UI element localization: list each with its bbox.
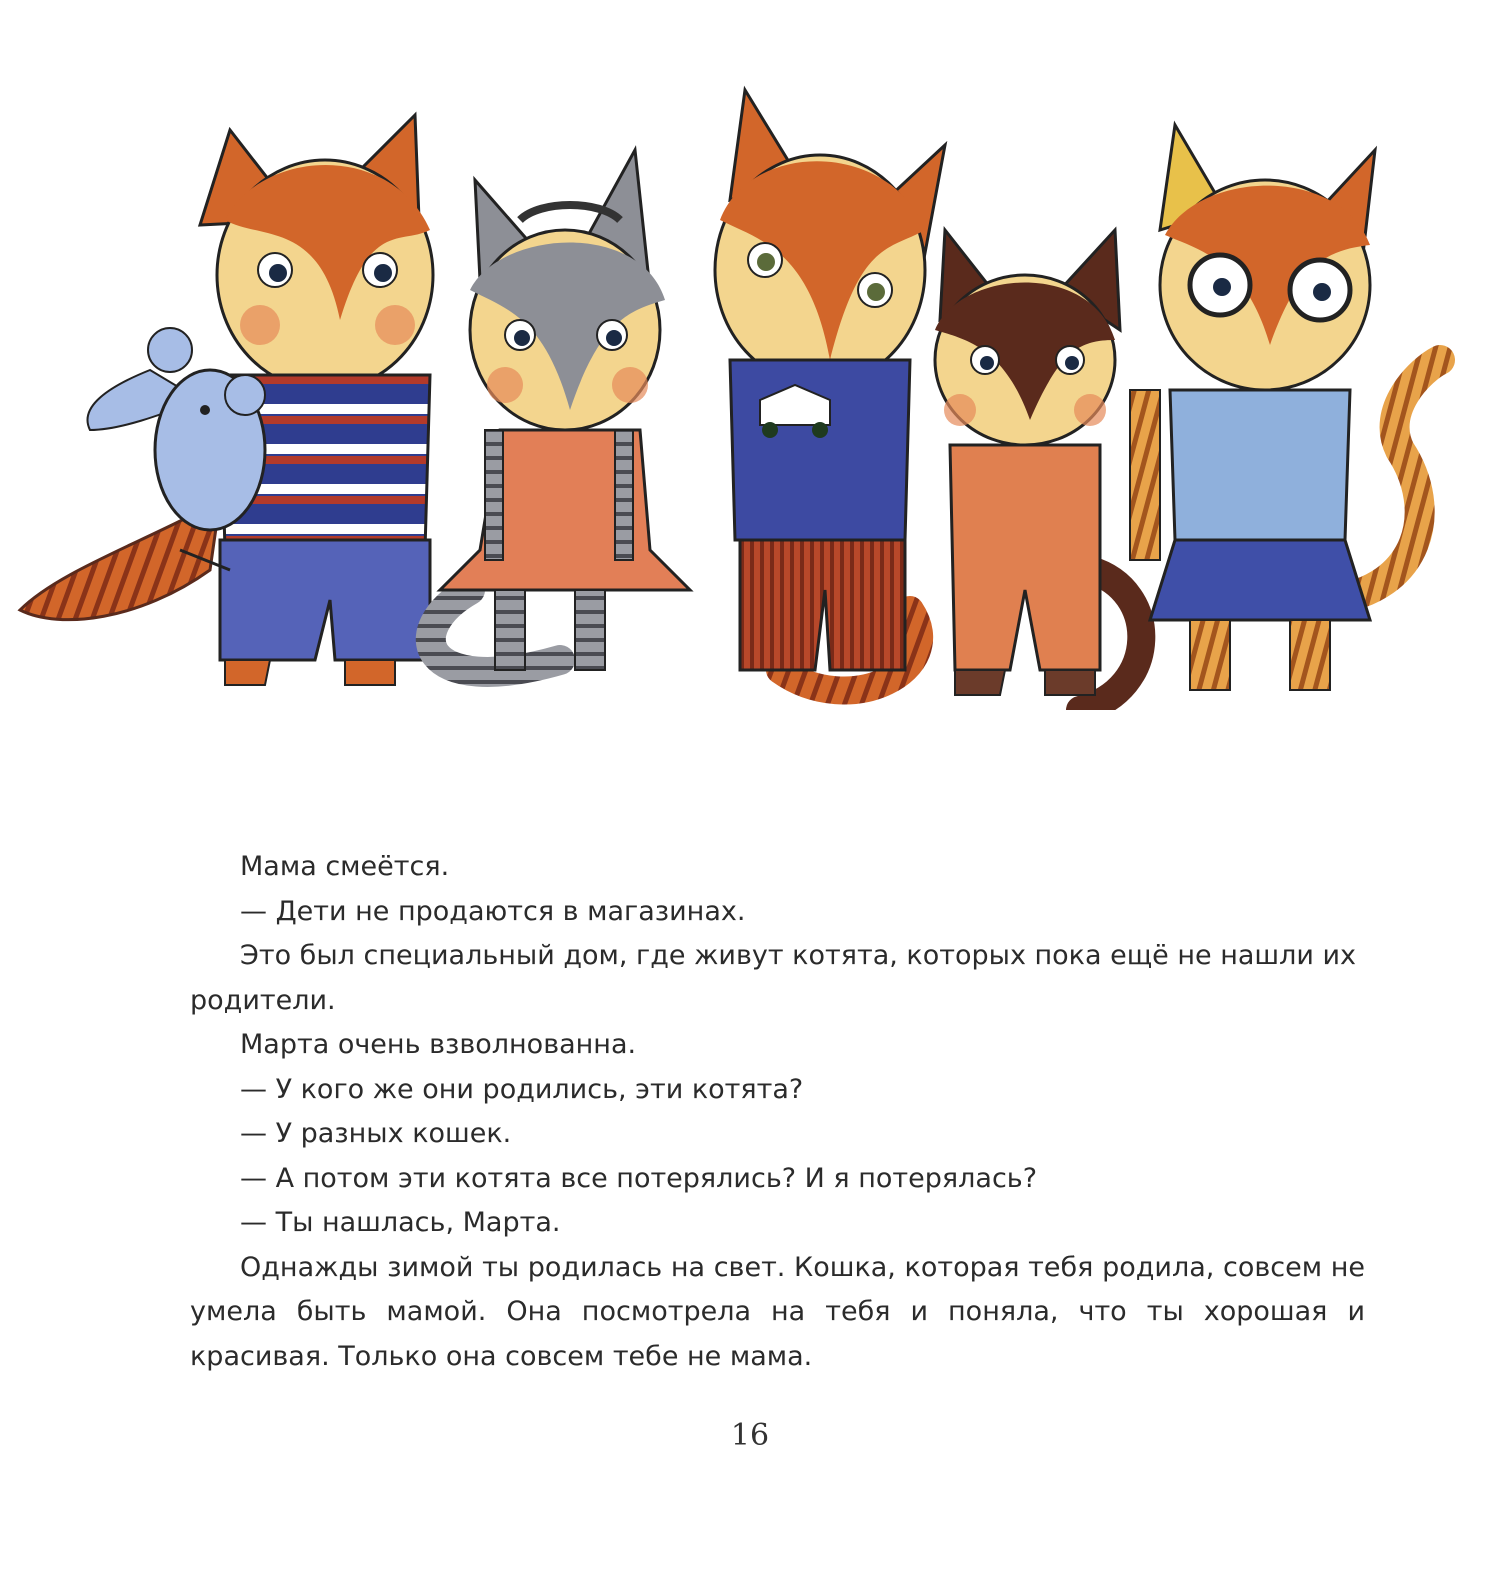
- cat-foot: [345, 660, 395, 685]
- blue-skirt: [1150, 540, 1370, 620]
- cat-with-mouse: [20, 115, 433, 685]
- cat-cheek: [487, 367, 523, 403]
- cat-with-glasses: [1130, 125, 1440, 690]
- cat-cheek: [240, 305, 280, 345]
- cat-pupil: [1213, 278, 1231, 296]
- striped-trousers: [740, 540, 905, 670]
- paragraph: Мама смеётся.: [240, 851, 450, 882]
- cat-leg: [1290, 620, 1330, 690]
- cat-foot: [1045, 670, 1095, 695]
- cat-pupil: [1065, 356, 1079, 370]
- cat-foot: [955, 670, 1005, 695]
- cat-leg: [495, 590, 525, 670]
- paragraph: — А потом эти котята все потерялись? И я потерялась?: [240, 1162, 1038, 1194]
- grey-cat-girl: [431, 150, 690, 672]
- cat-pupil: [514, 330, 530, 346]
- cat-arm: [485, 430, 503, 560]
- cat-foot: [225, 660, 270, 685]
- cat-arm: [1130, 390, 1160, 560]
- paragraph: — У кого же они родились, эти котята?: [240, 1073, 804, 1105]
- cat-trousers: [220, 540, 430, 660]
- cat-pupil: [1313, 283, 1331, 301]
- paragraph: — Дети не продаются в магазинах.: [240, 895, 746, 927]
- coral-dress: [440, 430, 690, 590]
- cat-pupil: [980, 356, 994, 370]
- cat-cheek: [1074, 394, 1106, 426]
- paragraph: — Ты нашлась, Марта.: [240, 1207, 561, 1238]
- paragraph: — У разных кошек.: [240, 1118, 512, 1149]
- cat-leg: [1190, 620, 1230, 690]
- paragraph: Марта очень взволнованна.: [240, 1029, 637, 1060]
- cat-cheek: [375, 305, 415, 345]
- toy-car-wheel: [762, 422, 778, 438]
- blue-shirt: [730, 360, 910, 540]
- toy-car-wheel: [812, 422, 828, 438]
- cat-arm: [615, 430, 633, 560]
- cat-with-toy-car: [715, 90, 945, 690]
- paragraph: Однажды зимой ты родилась на свет. Кошка, которая тебя родила, совсем не умела быть мамой. Она посмотрела на тебя и поняла, что ты хорошая и красивая. Только она совсем тебе не мама.: [190, 1251, 1365, 1372]
- paragraph: Это был специальный дом, где живут котята, которых пока ещё не нашли их родители.: [190, 940, 1357, 1016]
- blue-top: [1170, 390, 1350, 540]
- brown-cat-girl: [935, 230, 1141, 710]
- cat-pupil: [757, 253, 775, 271]
- story-text: [190, 845, 1365, 1379]
- cat-cheek: [612, 367, 648, 403]
- cat-pupil: [606, 330, 622, 346]
- cat-pupil: [269, 264, 287, 282]
- cat-pupil: [867, 283, 885, 301]
- cat-leg: [575, 590, 605, 670]
- cat-cheek: [944, 394, 976, 426]
- cat-family-illustration: [0, 70, 1500, 710]
- cat-pupil: [374, 264, 392, 282]
- page-number: 16: [730, 1418, 770, 1453]
- orange-romper: [950, 445, 1100, 670]
